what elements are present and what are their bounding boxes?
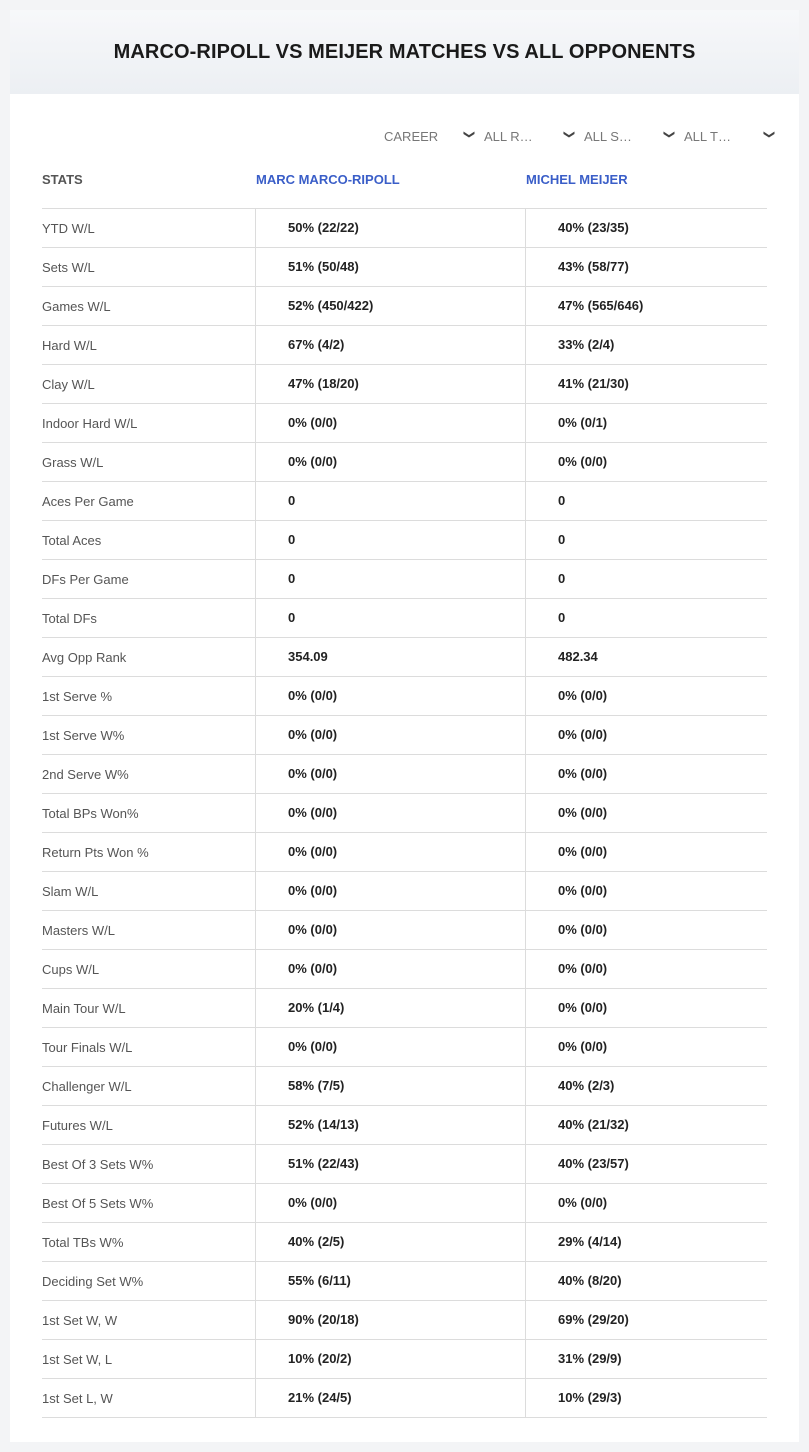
table-row [42, 560, 767, 599]
player1-value: 47% (18/20) [255, 365, 525, 403]
player1-value: 0 [255, 521, 525, 559]
player1-value: 90% (20/18) [255, 1301, 525, 1339]
stat-label: 1st Set W, W [42, 1313, 118, 1328]
filter-label: ALL R… [484, 129, 533, 144]
table-row [42, 599, 767, 638]
table-row [42, 794, 767, 833]
stat-label: Hard W/L [42, 338, 97, 353]
stat-label: DFs Per Game [42, 572, 129, 587]
player1-value: 0% (0/0) [255, 1028, 525, 1066]
table-row [42, 1067, 767, 1106]
stat-label: Indoor Hard W/L [42, 416, 138, 431]
player1-value: 51% (50/48) [255, 248, 525, 286]
stat-label: Games W/L [42, 299, 111, 314]
filter-bar [384, 126, 784, 146]
player2-value: 43% (58/77) [525, 248, 767, 286]
page-header [10, 10, 799, 94]
player2-value: 482.34 [525, 638, 767, 676]
table-row [42, 443, 767, 482]
filter-label: ALL T… [684, 129, 731, 144]
table-row [42, 209, 767, 248]
stat-label: YTD W/L [42, 221, 95, 236]
stat-label: Total TBs W% [42, 1235, 124, 1250]
table-row [42, 911, 767, 950]
stats-card [10, 10, 799, 1442]
table-row [42, 1184, 767, 1223]
table-row [42, 989, 767, 1028]
filter-period-select[interactable] [384, 126, 484, 146]
player1-value: 52% (450/422) [255, 287, 525, 325]
stats-table-body [42, 209, 767, 1418]
stat-label: Cups W/L [42, 962, 100, 977]
stat-label: Aces Per Game [42, 494, 134, 509]
player2-value: 0% (0/0) [525, 1184, 767, 1222]
table-row [42, 248, 767, 287]
filter-label: ALL S… [584, 129, 632, 144]
stat-label: Tour Finals W/L [42, 1040, 133, 1055]
player2-value: 40% (23/57) [525, 1145, 767, 1183]
stat-label: 2nd Serve W% [42, 767, 129, 782]
player1-value: 0% (0/0) [255, 872, 525, 910]
table-row [42, 1106, 767, 1145]
table-row [42, 755, 767, 794]
page-title: MARCO-RIPOLL VS MEIJER MATCHES VS ALL OPPONENTS [113, 40, 696, 63]
player2-value: 40% (23/35) [525, 209, 767, 247]
table-row [42, 404, 767, 443]
table-row [42, 638, 767, 677]
table-row [42, 677, 767, 716]
table-row [42, 521, 767, 560]
table-row [42, 716, 767, 755]
chevron-down-icon: ❯ [562, 129, 575, 140]
filter-label: CAREER [384, 129, 439, 144]
player2-value: 0% (0/0) [525, 677, 767, 715]
stat-label: Grass W/L [42, 455, 104, 470]
table-row [42, 1028, 767, 1067]
table-row [42, 1340, 767, 1379]
player2-value: 0% (0/0) [525, 833, 767, 871]
player2-value: 0 [525, 560, 767, 598]
player1-value: 0% (0/0) [255, 404, 525, 442]
stat-label: Sets W/L [42, 260, 95, 275]
player1-value: 10% (20/2) [255, 1340, 525, 1378]
player1-value: 52% (14/13) [255, 1106, 525, 1144]
player2-value: 0 [525, 521, 767, 559]
filter-round-select[interactable] [484, 126, 584, 146]
table-row [42, 1301, 767, 1340]
player2-value: 0% (0/0) [525, 755, 767, 793]
stat-label: Best Of 3 Sets W% [42, 1157, 154, 1172]
player2-value: 69% (29/20) [525, 1301, 767, 1339]
player1-value: 51% (22/43) [255, 1145, 525, 1183]
player2-value: 47% (565/646) [525, 287, 767, 325]
player1-value: 0% (0/0) [255, 443, 525, 481]
header-player2-link[interactable]: MICHEL MEIJER [526, 172, 628, 187]
player1-value: 0% (0/0) [255, 950, 525, 988]
player2-value: 0 [525, 599, 767, 637]
player2-value: 0% (0/0) [525, 716, 767, 754]
player1-value: 0% (0/0) [255, 911, 525, 949]
player2-value: 40% (2/3) [525, 1067, 767, 1105]
player2-value: 40% (8/20) [525, 1262, 767, 1300]
player2-value: 0% (0/0) [525, 1028, 767, 1066]
player1-value: 0 [255, 482, 525, 520]
table-row [42, 1379, 767, 1418]
stat-label: Avg Opp Rank [42, 650, 127, 665]
player1-value: 20% (1/4) [255, 989, 525, 1027]
stat-label: Total DFs [42, 611, 97, 626]
header-stats: STATS [42, 172, 83, 187]
stat-label: Clay W/L [42, 377, 95, 392]
table-row [42, 872, 767, 911]
player2-value: 10% (29/3) [525, 1379, 767, 1417]
stat-label: Best Of 5 Sets W% [42, 1196, 154, 1211]
stat-label: Total Aces [42, 533, 102, 548]
player2-value: 29% (4/14) [525, 1223, 767, 1261]
player1-value: 40% (2/5) [255, 1223, 525, 1261]
stat-label: Challenger W/L [42, 1079, 132, 1094]
table-row [42, 833, 767, 872]
stat-label: 1st Serve W% [42, 728, 125, 743]
player1-value: 21% (24/5) [255, 1379, 525, 1417]
stat-label: 1st Set L, W [42, 1391, 113, 1406]
table-row [42, 1145, 767, 1184]
player2-value: 40% (21/32) [525, 1106, 767, 1144]
player2-value: 0% (0/0) [525, 911, 767, 949]
player1-value: 55% (6/11) [255, 1262, 525, 1300]
stat-label: Deciding Set W% [42, 1274, 144, 1289]
stat-label: 1st Serve % [42, 689, 113, 704]
player2-value: 41% (21/30) [525, 365, 767, 403]
header-player1-link[interactable]: MARC MARCO-RIPOLL [256, 172, 400, 187]
stat-label: Futures W/L [42, 1118, 113, 1133]
table-row [42, 1262, 767, 1301]
player2-value: 0% (0/0) [525, 950, 767, 988]
table-row [42, 287, 767, 326]
chevron-down-icon: ❯ [762, 129, 775, 140]
player2-value: 0 [525, 482, 767, 520]
player1-value: 0% (0/0) [255, 716, 525, 754]
player1-value: 0% (0/0) [255, 677, 525, 715]
player1-value: 0% (0/0) [255, 794, 525, 832]
player2-value: 0% (0/0) [525, 872, 767, 910]
table-row [42, 326, 767, 365]
stat-label: Main Tour W/L [42, 1001, 126, 1016]
player2-value: 0% (0/0) [525, 443, 767, 481]
player1-value: 58% (7/5) [255, 1067, 525, 1105]
table-row [42, 482, 767, 521]
stat-label: Masters W/L [42, 923, 115, 938]
player1-value: 0% (0/0) [255, 1184, 525, 1222]
table-row [42, 1223, 767, 1262]
player1-value: 67% (4/2) [255, 326, 525, 364]
player1-value: 354.09 [255, 638, 525, 676]
chevron-down-icon: ❯ [662, 129, 675, 140]
player1-value: 0% (0/0) [255, 755, 525, 793]
player1-value: 0 [255, 560, 525, 598]
table-row [42, 950, 767, 989]
player1-value: 0 [255, 599, 525, 637]
player2-value: 0% (0/1) [525, 404, 767, 442]
player2-value: 33% (2/4) [525, 326, 767, 364]
player2-value: 0% (0/0) [525, 989, 767, 1027]
filter-surface-select[interactable] [584, 126, 684, 146]
stat-label: Slam W/L [42, 884, 99, 899]
stat-label: Total BPs Won% [42, 806, 139, 821]
stat-label: 1st Set W, L [42, 1352, 113, 1367]
player1-value: 0% (0/0) [255, 833, 525, 871]
stat-label: Return Pts Won % [42, 845, 149, 860]
player1-value: 50% (22/22) [255, 209, 525, 247]
table-row [42, 365, 767, 404]
chevron-down-icon: ❯ [462, 129, 475, 140]
filter-tournament-select[interactable] [684, 126, 784, 146]
player2-value: 0% (0/0) [525, 794, 767, 832]
table-header [42, 170, 767, 209]
player2-value: 31% (29/9) [525, 1340, 767, 1378]
